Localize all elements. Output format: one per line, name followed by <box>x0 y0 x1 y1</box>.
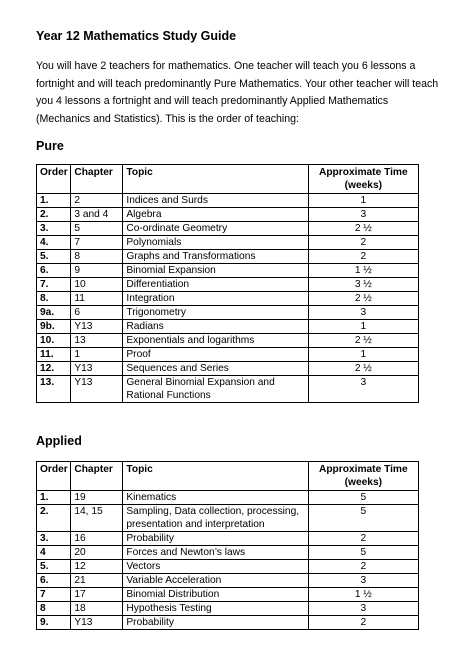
order-cell: 1. <box>37 194 71 208</box>
table-row <box>37 250 419 264</box>
order-cell: 9b. <box>37 320 71 334</box>
table-row <box>37 222 419 236</box>
order-cell: 3. <box>37 532 71 546</box>
pure-table <box>36 164 419 403</box>
chapter-cell: 8 <box>71 250 123 264</box>
table-row <box>37 532 419 546</box>
order-cell: 5. <box>37 250 71 264</box>
chapter-cell: 6 <box>71 306 123 320</box>
chapter-cell: Y13 <box>71 362 123 376</box>
chapter-header: Chapter <box>71 165 123 194</box>
chapter-cell: 9 <box>71 264 123 278</box>
applied-section <box>36 433 442 630</box>
chapter-cell: 5 <box>71 222 123 236</box>
time-cell: 2 <box>308 532 418 546</box>
order-cell: 6. <box>37 574 71 588</box>
pure-table-body <box>37 194 419 403</box>
chapter-cell: Y13 <box>71 616 123 630</box>
topic-cell: Sequences and Series <box>123 362 308 376</box>
time-cell: 1 <box>308 320 418 334</box>
chapter-cell: 14, 15 <box>71 505 123 532</box>
time-header: Approximate Time (weeks) <box>308 165 418 194</box>
time-cell: 2 <box>308 236 418 250</box>
table-row <box>37 362 419 376</box>
topic-cell: Integration <box>123 292 308 306</box>
chapter-cell: Y13 <box>71 376 123 403</box>
topic-cell: Sampling, Data collection, processing, presentation and interpretation <box>123 505 308 532</box>
table-row <box>37 278 419 292</box>
time-cell: 2 <box>308 560 418 574</box>
topic-cell: Binomial Distribution <box>123 588 308 602</box>
time-cell: 5 <box>308 546 418 560</box>
order-cell: 9. <box>37 616 71 630</box>
chapter-cell: 3 and 4 <box>71 208 123 222</box>
table-row <box>37 320 419 334</box>
time-cell: 2 ½ <box>308 362 418 376</box>
time-header: Approximate Time (weeks) <box>308 462 418 491</box>
time-cell: 1 ½ <box>308 588 418 602</box>
time-cell: 3 <box>308 306 418 320</box>
chapter-cell: 12 <box>71 560 123 574</box>
topic-cell: Forces and Newton’s laws <box>123 546 308 560</box>
applied-heading: Applied <box>36 434 82 448</box>
chapter-cell: 19 <box>71 491 123 505</box>
topic-cell: Probability <box>123 532 308 546</box>
topic-cell: Polynomials <box>123 236 308 250</box>
time-cell: 3 <box>308 602 418 616</box>
topic-cell: Variable Acceleration <box>123 574 308 588</box>
order-cell: 10. <box>37 334 71 348</box>
order-cell: 4. <box>37 236 71 250</box>
table-row <box>37 208 419 222</box>
topic-cell: Differentiation <box>123 278 308 292</box>
chapter-cell: 13 <box>71 334 123 348</box>
order-cell: 12. <box>37 362 71 376</box>
order-cell: 8. <box>37 292 71 306</box>
order-cell: 13. <box>37 376 71 403</box>
document-title: Year 12 Mathematics Study Guide <box>36 29 237 43</box>
topic-cell: General Binomial Expansion and Rational Functions <box>123 376 308 403</box>
table-row <box>37 236 419 250</box>
topic-cell: Vectors <box>123 560 308 574</box>
table-header-row <box>37 165 419 194</box>
order-cell: 7. <box>37 278 71 292</box>
order-cell: 7 <box>37 588 71 602</box>
topic-cell: Indices and Surds <box>123 194 308 208</box>
chapter-cell: 20 <box>71 546 123 560</box>
table-row <box>37 292 419 306</box>
applied-table-body <box>37 491 419 630</box>
chapter-cell: 16 <box>71 532 123 546</box>
order-cell: 2. <box>37 208 71 222</box>
pure-heading: Pure <box>36 139 64 153</box>
table-header-row <box>37 462 419 491</box>
chapter-cell: 2 <box>71 194 123 208</box>
document-page <box>36 28 442 630</box>
time-cell: 3 ½ <box>308 278 418 292</box>
time-cell: 2 ½ <box>308 222 418 236</box>
time-cell: 5 <box>308 505 418 532</box>
chapter-cell: 1 <box>71 348 123 362</box>
order-header: Order <box>37 462 71 491</box>
topic-cell: Graphs and Transformations <box>123 250 308 264</box>
table-row <box>37 602 419 616</box>
table-row <box>37 306 419 320</box>
order-cell: 8 <box>37 602 71 616</box>
topic-header: Topic <box>123 165 308 194</box>
table-row <box>37 348 419 362</box>
time-cell: 3 <box>308 574 418 588</box>
table-row <box>37 616 419 630</box>
order-header: Order <box>37 165 71 194</box>
topic-cell: Kinematics <box>123 491 308 505</box>
table-row <box>37 194 419 208</box>
pure-section <box>36 138 442 403</box>
order-cell: 6. <box>37 264 71 278</box>
table-row <box>37 560 419 574</box>
chapter-cell: 11 <box>71 292 123 306</box>
time-cell: 2 ½ <box>308 334 418 348</box>
chapter-cell: Y13 <box>71 320 123 334</box>
intro-paragraph: You will have 2 teachers for mathematics. One teacher will teach you 6 lessons a fortnight and will teach predominantly Pure Mathematics. Your other teacher will teach you 4 lessons a fortnight and will teach predominantly Applied Mathematics (Mechanics and Statistics). This is the order of teaching: <box>36 60 439 125</box>
time-cell: 1 ½ <box>308 264 418 278</box>
table-row <box>37 334 419 348</box>
table-row <box>37 574 419 588</box>
topic-cell: Co-ordinate Geometry <box>123 222 308 236</box>
topic-header: Topic <box>123 462 308 491</box>
topic-cell: Trigonometry <box>123 306 308 320</box>
topic-cell: Proof <box>123 348 308 362</box>
time-cell: 2 <box>308 250 418 264</box>
order-cell: 9a. <box>37 306 71 320</box>
topic-cell: Binomial Expansion <box>123 264 308 278</box>
topic-cell: Radians <box>123 320 308 334</box>
order-cell: 5. <box>37 560 71 574</box>
order-cell: 2. <box>37 505 71 532</box>
topic-cell: Hypothesis Testing <box>123 602 308 616</box>
chapter-cell: 18 <box>71 602 123 616</box>
table-row <box>37 376 419 403</box>
topic-cell: Algebra <box>123 208 308 222</box>
order-cell: 1. <box>37 491 71 505</box>
table-row <box>37 264 419 278</box>
order-cell: 4 <box>37 546 71 560</box>
time-cell: 1 <box>308 348 418 362</box>
topic-cell: Probability <box>123 616 308 630</box>
topic-cell: Exponentials and logarithms <box>123 334 308 348</box>
order-cell: 11. <box>37 348 71 362</box>
chapter-cell: 17 <box>71 588 123 602</box>
table-row <box>37 491 419 505</box>
time-cell: 3 <box>308 376 418 403</box>
time-cell: 1 <box>308 194 418 208</box>
order-cell: 3. <box>37 222 71 236</box>
table-row <box>37 546 419 560</box>
chapter-header: Chapter <box>71 462 123 491</box>
applied-table <box>36 461 419 630</box>
chapter-cell: 21 <box>71 574 123 588</box>
time-cell: 2 <box>308 616 418 630</box>
time-cell: 3 <box>308 208 418 222</box>
chapter-cell: 10 <box>71 278 123 292</box>
table-row <box>37 505 419 532</box>
time-cell: 5 <box>308 491 418 505</box>
time-cell: 2 ½ <box>308 292 418 306</box>
table-row <box>37 588 419 602</box>
chapter-cell: 7 <box>71 236 123 250</box>
